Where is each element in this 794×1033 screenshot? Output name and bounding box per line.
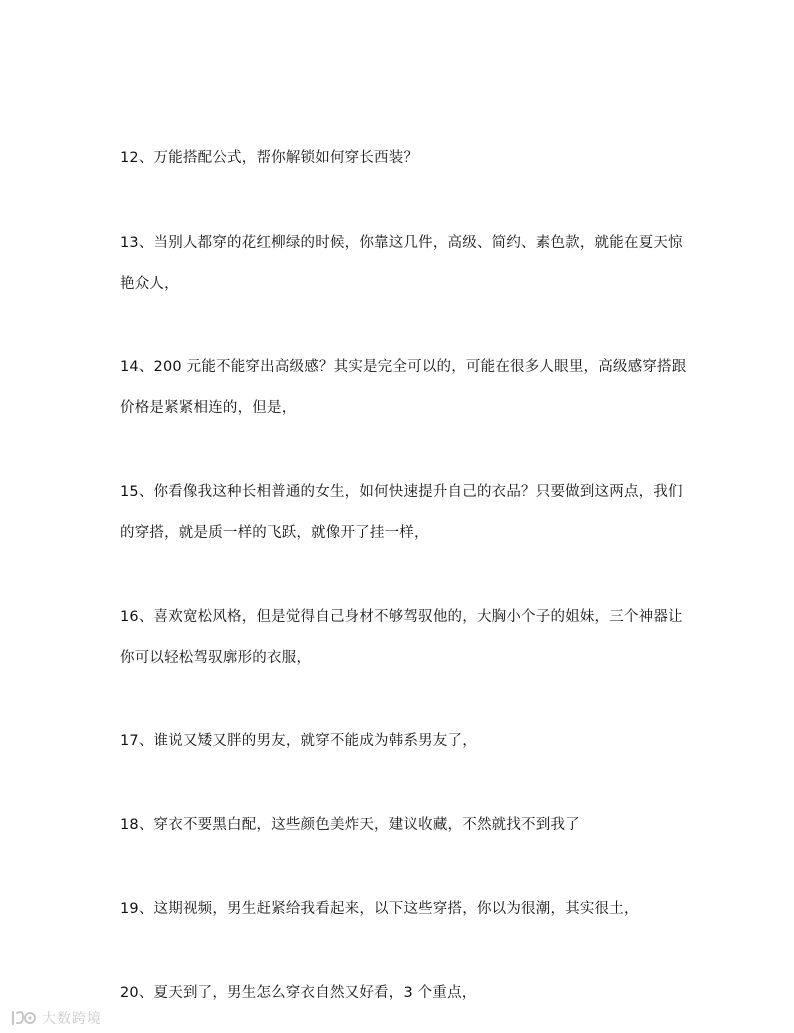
item-16-line-1: 16、喜欢宽松风格，但是觉得自己身材不够驾驭他的，大胸小个子的姐妹，三个神器让 — [120, 609, 683, 625]
logo-icon — [10, 1009, 38, 1027]
item-19-line-1: 19、这期视频，男生赶紧给我看起来，以下这些穿搭，你以为很潮，其实很土， — [120, 901, 639, 917]
item-15-line-1: 15、你看像我这种长相普通的女生，如何快速提升自己的衣品？只要做到这两点，我们 — [120, 484, 683, 500]
item-15-line-2: 的穿搭，就是质一样的飞跃，就像开了挂一样， — [120, 525, 429, 541]
item-14-line-1: 14、200 元能不能穿出高级感？其实是完全可以的，可能在很多人眼里，高级感穿搭跟 — [120, 359, 687, 375]
item-20-line-1: 20、夏天到了，男生怎么穿衣自然又好看，3 个重点， — [120, 985, 477, 1001]
item-13-line-2: 艳众人， — [120, 276, 179, 292]
item-13-line-1: 13、当别人都穿的花红柳绿的时候，你靠这几件，高级、简约、素色款，就能在夏天惊 — [120, 235, 683, 251]
item-14-line-2: 价格是紧紧相连的，但是， — [120, 400, 297, 416]
watermark-text: 大数跨境 — [42, 1011, 102, 1027]
item-16-line-2: 你可以轻松驾驭廓形的衣服， — [120, 650, 312, 666]
item-12-line-1: 12、万能搭配公式，帮你解锁如何穿长西装？ — [120, 150, 419, 166]
watermark — [10, 1008, 102, 1028]
item-17-line-1: 17、谁说又矮又胖的男友，就穿不能成为韩系男友了， — [120, 733, 477, 749]
item-18-line-1: 18、穿衣不要黑白配，这些颜色美炸天，建议收藏，不然就找不到我了 — [120, 817, 580, 833]
